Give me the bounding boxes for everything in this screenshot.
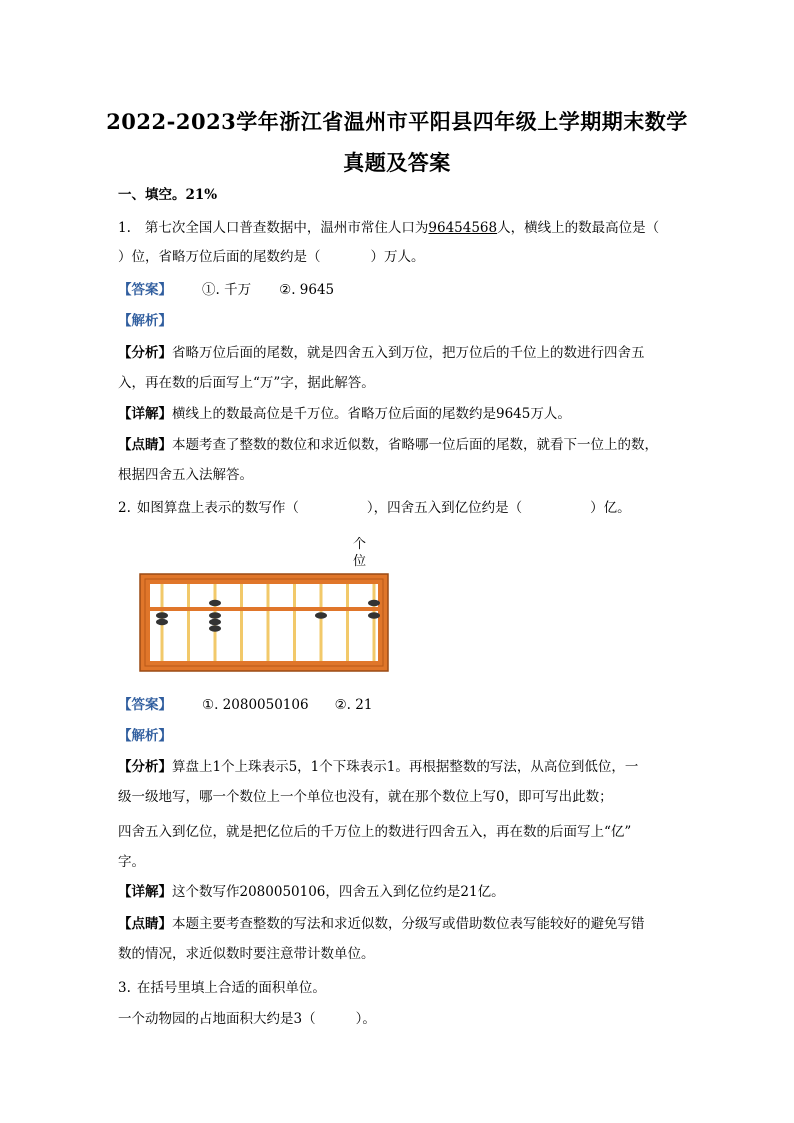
q1-xiangjie-text: 横线上的数最高位是千万位。省略万位后面的尾数约是9645万人。: [172, 406, 571, 422]
q2-xiangjie: [118, 882, 505, 902]
abacus-lower-bead: [156, 619, 168, 625]
q2-text-b: ），四舍五入到亿位约是（: [366, 500, 523, 516]
q1-text-b: 人，横线上的数最高位是（: [497, 220, 660, 236]
q1-dianjing-1: [118, 435, 658, 455]
q2-fenxi-4: 字。: [118, 854, 145, 870]
q2-answer: [118, 695, 372, 715]
q2-answer-1: ①. 2080050106: [202, 697, 309, 713]
abacus-beam: [150, 607, 378, 611]
abacus-inner: [150, 584, 378, 661]
abacus-lower-bead: [156, 612, 168, 618]
abacus-lower-bead: [209, 612, 221, 618]
q2-answer-2: ②. 21: [334, 697, 373, 713]
q1-line2-b: ）万人。: [370, 249, 425, 265]
abacus-lower-bead: [209, 619, 221, 625]
q2-dianjing-text-1: 本题主要考查整数的写法和求近似数，分级写或借助数位表写能较好的避免写错: [172, 916, 645, 932]
abacus-rod: [293, 584, 296, 661]
q1-line-2: [118, 247, 425, 267]
q2-number: 2.: [118, 500, 131, 516]
q1-answer-2: ②. 9645: [279, 282, 335, 298]
q2-dianjing-1: [118, 914, 645, 934]
abacus-lower-bead: [315, 612, 327, 618]
abacus-rod: [346, 584, 349, 661]
q2-xiangjie-text: 这个数写作2080050106，四舍五入到亿位约是21亿。: [172, 884, 505, 900]
title-line-2: 真题及答案: [343, 150, 451, 175]
q2-text-a: 如图算盘上表示的数写作（: [136, 500, 299, 516]
abacus-label-wei: 位: [353, 554, 367, 569]
dianjing-tag: 【点睛】: [118, 437, 172, 453]
fenxi-tag: 【分析】: [118, 759, 172, 775]
answer-tag: 【答案】: [118, 282, 172, 298]
abacus-image: [138, 538, 392, 674]
q1-fenxi-text-1: 省略万位后面的尾数，就是四舍五入到万位，把万位后的千位上的数进行四舍五: [172, 345, 645, 361]
abacus-rod: [320, 584, 323, 661]
q2-line-1: [118, 498, 631, 518]
abacus-rod: [240, 584, 243, 661]
abacus-lower-bead: [209, 625, 221, 631]
q1-fenxi-2: 入，再在数的后面写上“万”字，据此解答。: [118, 375, 375, 391]
section-heading: 一、填空。21%: [118, 187, 218, 203]
q2-dianjing-2: 数的情况，求近似数时要注意带计数单位。: [118, 946, 375, 962]
abacus-rod: [187, 584, 190, 661]
q2-fenxi-text-1: 算盘上1个上珠表示5，1个下珠表示1。再根据整数的写法，从高位到低位，一: [172, 759, 639, 775]
abacus-lower-bead: [368, 612, 380, 618]
xiangjie-tag: 【详解】: [118, 884, 172, 900]
q1-analysis-tag: 【解析】: [118, 313, 172, 329]
abacus-svg: [138, 538, 392, 674]
fenxi-tag: 【分析】: [118, 345, 172, 361]
abacus-upper-bead: [209, 600, 221, 606]
q1-underlined-number: 96454568: [428, 220, 498, 236]
q3-text: 在括号里填上合适的面积单位。: [136, 980, 326, 996]
q1-answer-1: ①. 千万: [202, 282, 252, 298]
q1-xiangjie: [118, 404, 571, 424]
abacus-upper-bead: [368, 600, 380, 606]
q1-text-a: 第七次全国人口普查数据中，温州市常住人口为: [144, 220, 429, 236]
q1-dianjing-text-1: 本题考查了整数的数位和求近似数，省略哪一位后面的尾数，就看下一位上的数，: [172, 437, 658, 453]
q1-line2-a: ）位，省略万位后面的尾数约是（: [118, 249, 321, 265]
dianjing-tag: 【点睛】: [118, 916, 172, 932]
q1-dianjing-2: 根据四舍五入法解答。: [118, 467, 253, 483]
q1-fenxi-1: [118, 343, 645, 363]
q2-fenxi-1: [118, 757, 638, 777]
q3-line2-a: 一个动物园的占地面积大约是3（: [118, 1011, 316, 1027]
abacus-rod: [267, 584, 270, 661]
q1-number: 1.: [118, 220, 131, 236]
q3-line-2: [118, 1009, 376, 1029]
title-line-1: 2022-2023学年浙江省温州市平阳县四年级上学期期末数学: [106, 109, 688, 134]
answer-tag: 【答案】: [118, 697, 172, 713]
q2-fenxi-2: 级一级地写，哪一个数位上一个单位也没有，就在那个数位上写0，即可写出此数；: [118, 789, 613, 805]
abacus-label-ge: 个: [353, 537, 367, 552]
xiangjie-tag: 【详解】: [118, 406, 172, 422]
q3-line-1: [118, 978, 326, 998]
q3-line2-b: ）。: [355, 1011, 376, 1027]
q2-analysis-tag: 【解析】: [118, 728, 172, 744]
abacus-rod: [373, 584, 376, 661]
q2-text-c: ）亿。: [590, 500, 631, 516]
q1-line-1: [118, 218, 659, 238]
q2-fenxi-3: 四舍五入到亿位，就是把亿位后的千万位上的数进行四舍五入，再在数的后面写上“亿”: [118, 824, 632, 840]
q1-answer: [118, 280, 334, 300]
q3-number: 3.: [118, 980, 131, 996]
